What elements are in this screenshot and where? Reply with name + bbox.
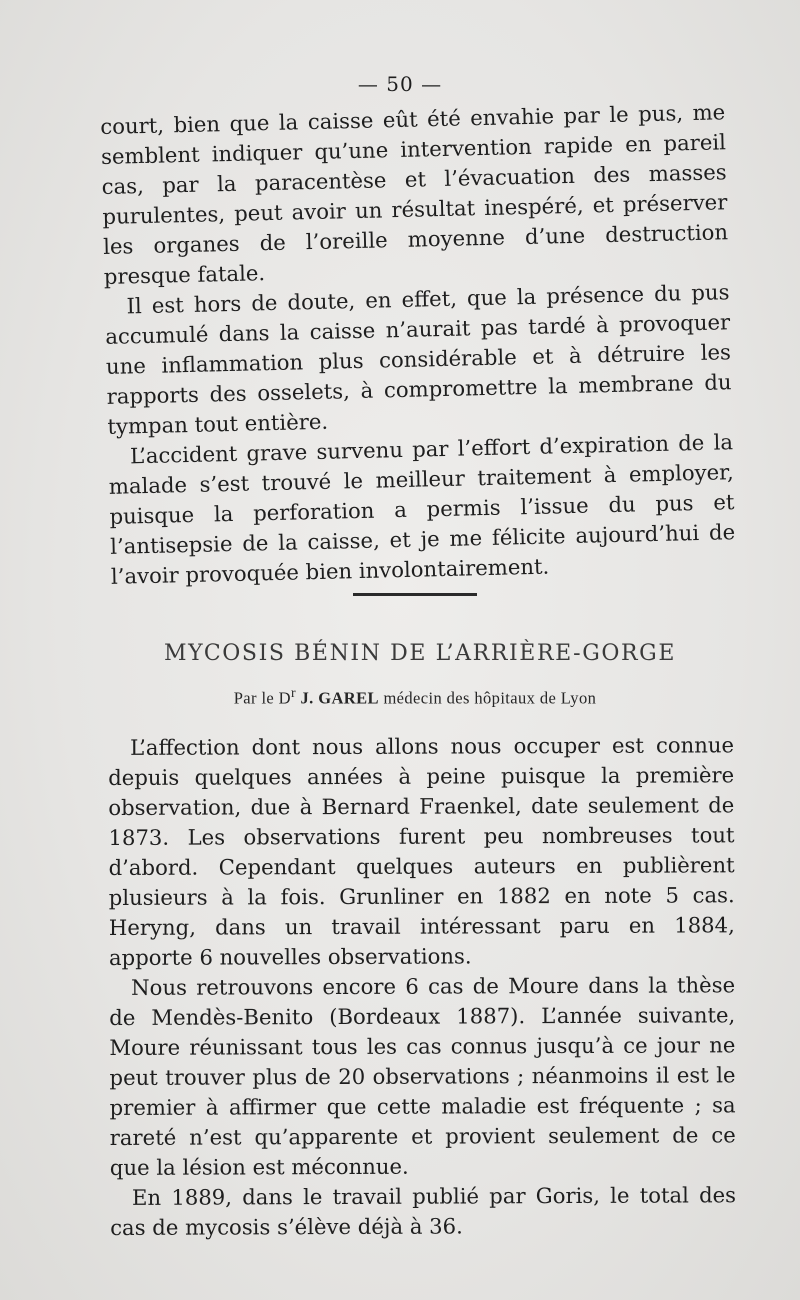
article-byline <box>0 685 800 709</box>
section-divider <box>353 593 477 596</box>
page-number: — 50 — <box>357 72 443 96</box>
byline-prefix: Par le D <box>233 688 291 708</box>
byline-superscript: r <box>291 685 296 700</box>
paragraph-inflammation: Il est hors de doute, en effet, que la présence du pus accumulé dans la caisse n’aurait pas tardé à provoquer une inflammation plus considérable et à détruire les rapports des osselets, à compromettre la membrane du tympan tout entière. <box>104 279 732 439</box>
byline-author: J. GAREL <box>300 688 379 708</box>
article-title: MYCOSIS BÉNIN DE L’ARRIÈRE-GORGE <box>163 641 677 666</box>
previous-article-continuation <box>100 97 736 592</box>
paragraph-accident: L’accident grave survenu par l’effort d’expiration de la malade s’est trouvé le meilleur traitement à employer, puisque la perforation a permis l’issue du pus et l’antisepsie de la caisse, et je me félicite aujourd’hui de l’avoir provoquée bien involontairement. <box>108 429 736 589</box>
paragraph-introduction: L’affection dont nous allons nous occuper est connue depuis quelques années à peine puisque la première observation, due à Bernard Fraenkel, date seulement de 1873. Les observations furent peu nombreuses tout d’abord. Cependant quelques auteurs en publièrent plusieurs à la fois. Grunliner en 1882 en note 5 cas. Heryng, dans un travail intéressant paru en 1884, apporte 6 nouvelles observations. <box>108 732 735 970</box>
paragraph-moure: Nous retrouvons encore 6 cas de Moure dans la thèse de Mendès-Benito (Bordeaux 1887). L’année suivante, Moure réunissant tous les cas connus jusqu’à ce jour ne peut trouver plus de 20 observations ; néanmoins il est le premier à affirmer que cette maladie est fréquente ; sa rareté n’est qu’apparente et provient seulement de ce que la lésion est méconnue. <box>109 972 736 1180</box>
paragraph-continuation: court, bien que la caisse eût été envahie par le pus, me semblent indiquer qu’une intervention rapide en pareil cas, par la paracentèse et l’évacuation des masses purulentes, peut avoir un résultat inespéré, et préserver les organes de l’oreille moyenne d’une destruction presque fatale. <box>100 99 729 289</box>
paragraph-goris: En 1889, dans le travail publié par Goris, le total des cas de mycosis s’élève déjà à 36. <box>110 1182 737 1240</box>
byline-suffix: médecin des hôpitaux de Lyon <box>383 688 597 708</box>
article-body <box>108 730 736 1243</box>
